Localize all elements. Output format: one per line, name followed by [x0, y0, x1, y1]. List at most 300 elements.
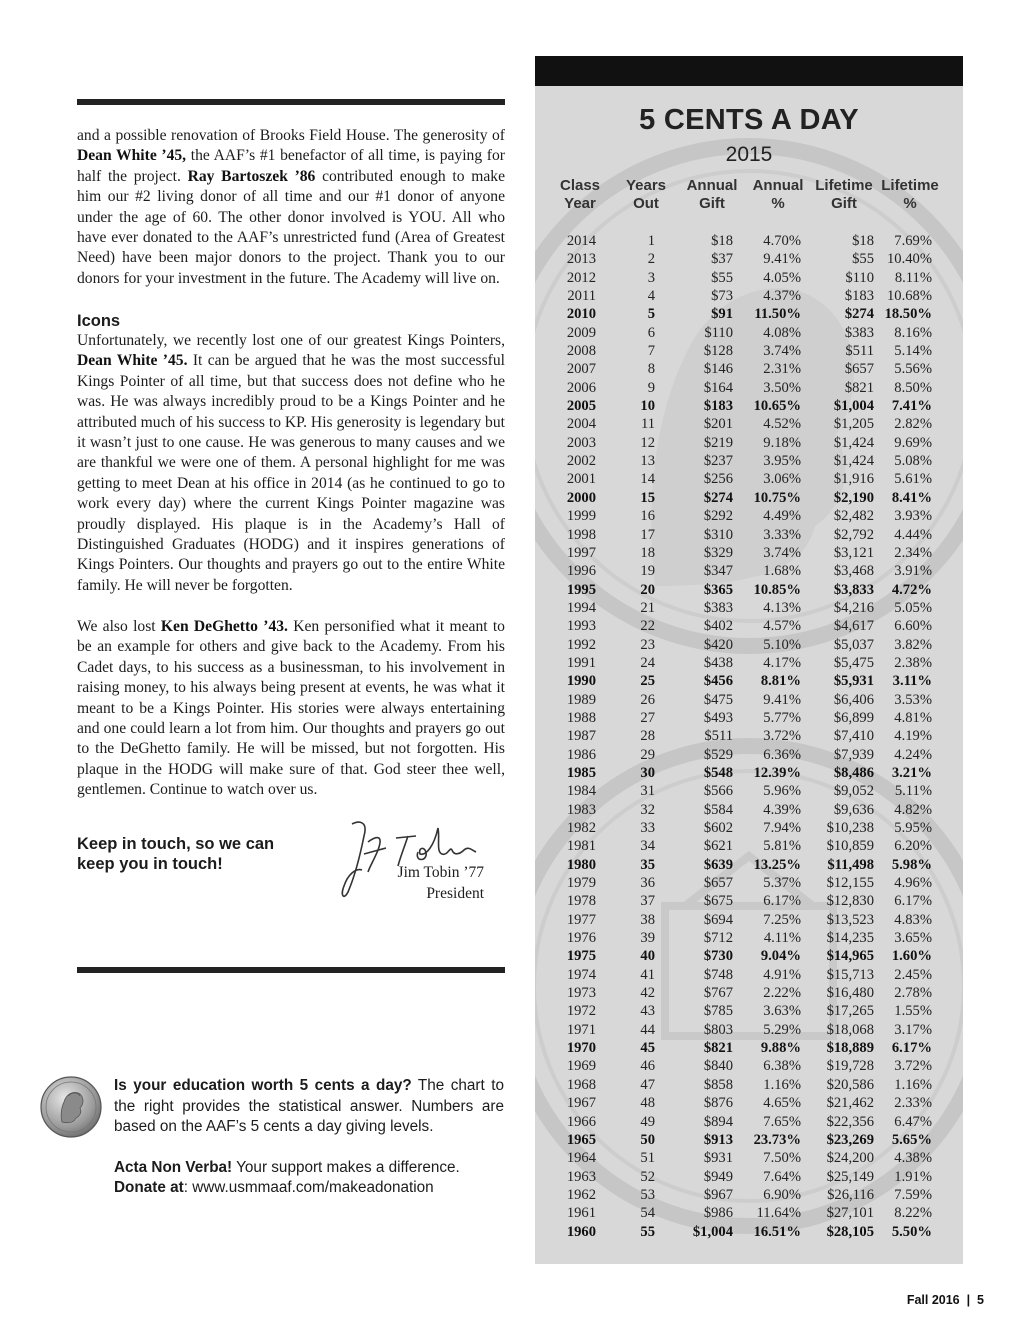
cell-lifetime-pct: 8.22%	[894, 1205, 932, 1222]
cell-annual-pct: 5.81%	[763, 838, 801, 855]
cell-lifetime-gift: $1,424	[833, 453, 874, 470]
cell-annual-gift: $566	[703, 783, 733, 800]
cell-class-year: 2009	[566, 324, 596, 341]
table-body	[535, 232, 963, 1241]
cell-years-out: 39	[640, 930, 655, 947]
table-row	[535, 892, 963, 910]
cell-lifetime-gift: $6,406	[833, 691, 874, 708]
cell-lifetime-pct: 4.44%	[894, 526, 932, 543]
cell-years-out: 38	[640, 911, 655, 928]
cell-lifetime-gift: $10,859	[826, 838, 874, 855]
cell-annual-pct: 9.88%	[760, 1040, 801, 1057]
cell-lifetime-pct: 6.20%	[894, 838, 932, 855]
cell-years-out: 13	[640, 453, 655, 470]
cell-annual-gift: $73	[711, 288, 733, 305]
cell-lifetime-gift: $2,792	[833, 526, 874, 543]
cell-years-out: 31	[640, 783, 655, 800]
cell-annual-pct: 16.51%	[753, 1223, 801, 1240]
ken-deghetto-paragraph: We also lost Ken DeGhetto ’43. Ken personified what it meant to be an example for others and give back to the Academy. From his Cadet days, to his success as a businessman, to his involvement in raising money, to his always being present at events, he was what it meant to be a Kings Pointer. His stories were always entertaining and one could learn a lot from him. Our thoughts and prayers go out to the DeGhetto family. He will be missed, but not forgotten. His plaque in the HODG will make sure of that. God steer thee well, gentlemen. Continue to watch over us.	[77, 618, 505, 799]
table-row	[535, 1094, 963, 1112]
cell-class-year: 2000	[566, 489, 596, 506]
cell-lifetime-gift: $110	[845, 269, 874, 286]
cell-years-out: 53	[640, 1186, 655, 1203]
cell-lifetime-pct: 1.91%	[894, 1168, 932, 1185]
panel-header-bar	[535, 56, 963, 86]
cell-lifetime-gift: $821	[844, 379, 874, 396]
cell-annual-pct: 13.25%	[753, 856, 801, 873]
cell-lifetime-gift: $657	[844, 361, 874, 378]
cell-class-year: 1972	[566, 1003, 596, 1020]
table-row	[535, 874, 963, 892]
cell-years-out: 21	[640, 599, 655, 616]
cell-annual-pct: 10.65%	[753, 398, 801, 415]
cell-lifetime-gift: $6,899	[833, 709, 874, 726]
cell-lifetime-gift: $15,713	[826, 966, 874, 983]
cell-years-out: 10	[640, 398, 655, 415]
cell-class-year: 1963	[566, 1168, 596, 1185]
cell-annual-gift: $201	[703, 416, 733, 433]
cell-class-year: 1987	[566, 728, 596, 745]
cell-years-out: 37	[640, 893, 655, 910]
cell-lifetime-pct: 18.50%	[884, 306, 932, 323]
cell-annual-gift: $602	[703, 820, 733, 836]
cell-lifetime-pct: 2.82%	[894, 416, 932, 433]
cell-class-year: 1997	[566, 544, 596, 561]
cell-lifetime-pct: 5.05%	[894, 599, 932, 616]
cell-lifetime-pct: 7.41%	[891, 398, 932, 415]
table-row	[535, 764, 963, 782]
cell-lifetime-gift: $383	[844, 324, 874, 341]
table-row	[535, 1039, 963, 1057]
cell-annual-pct: 9.41%	[763, 251, 801, 268]
cell-class-year: 1985	[566, 764, 596, 781]
cell-lifetime-pct: 4.72%	[891, 581, 932, 598]
table-row	[535, 746, 963, 764]
table-row	[535, 305, 963, 323]
cell-years-out: 54	[640, 1205, 655, 1222]
cell-annual-gift: $183	[703, 398, 733, 415]
cell-class-year: 1979	[566, 875, 596, 892]
cell-annual-gift: $840	[703, 1058, 733, 1075]
cell-annual-gift: $967	[703, 1186, 733, 1203]
header-lifetime-pct: Lifetime %	[881, 177, 939, 212]
cell-lifetime-pct: 2.33%	[894, 1095, 932, 1112]
intro-paragraph: and a possible renovation of Brooks Field House. The generosity of Dean White ’45, the AAF’s #1 benefactor of all time, is paying for half the project. Ray Bartoszek ’86 contributed enough to make him our #2 living donor of all time and our #1 donor of anyone under the age of 60. The other donor involved is YOU. All who have ever donated to the AAF’s unrestricted fund (Area of Greatest Need) have been major donors to the project. Thank you to our donors for your investment in the future. The Academy will live on.	[77, 127, 505, 287]
cell-annual-pct: 7.94%	[763, 820, 801, 836]
signature-block: Jim Tobin ’77 President	[397, 864, 484, 902]
table-row	[535, 379, 963, 397]
cell-lifetime-gift: $9,052	[833, 783, 874, 800]
cell-class-year: 1982	[566, 820, 596, 836]
education-note: Is your education worth 5 cents a day? The chart to the right provides the statistical answer. Numbers are based on the AAF’s 5 cents a day giving levels. Acta Non Verba! Your support makes a difference. Donate at: www.usmmaaf.com/makeadonation	[114, 1077, 504, 1196]
cell-annual-pct: 4.05%	[763, 269, 801, 286]
table-row	[535, 1168, 963, 1186]
cell-annual-gift: $694	[703, 911, 733, 928]
table-title: 5 CENTS A DAY	[639, 104, 859, 136]
cell-lifetime-gift: $14,235	[826, 930, 874, 947]
cell-annual-gift: $821	[703, 1040, 733, 1057]
table-row	[535, 672, 963, 690]
cell-years-out: 25	[640, 673, 655, 690]
table-row	[535, 581, 963, 599]
cell-class-year: 1962	[566, 1186, 596, 1203]
cell-years-out: 2	[647, 251, 655, 268]
cell-class-year: 2007	[566, 361, 596, 378]
cell-years-out: 1	[647, 233, 655, 249]
cell-class-year: 1968	[566, 1076, 596, 1093]
cell-lifetime-gift: $22,356	[826, 1113, 874, 1130]
table-row	[535, 489, 963, 507]
cell-lifetime-pct: 7.59%	[894, 1186, 932, 1203]
cell-class-year: 2012	[566, 269, 596, 286]
cell-years-out: 49	[640, 1113, 655, 1130]
cell-annual-pct: 5.37%	[763, 875, 801, 892]
cell-annual-gift: $164	[703, 379, 733, 396]
cell-lifetime-gift: $3,121	[833, 544, 874, 561]
cell-lifetime-gift: $7,410	[833, 728, 874, 745]
table-row	[535, 1057, 963, 1075]
table-row	[535, 1113, 963, 1131]
cell-years-out: 29	[640, 746, 655, 763]
cell-lifetime-pct: 8.11%	[894, 269, 932, 286]
table-row	[535, 526, 963, 544]
cell-annual-gift: $639	[703, 856, 733, 873]
cell-lifetime-pct: 3.21%	[891, 764, 932, 781]
cell-lifetime-gift: $274	[844, 306, 874, 323]
five-cents-table-panel	[535, 56, 963, 1264]
table-row	[535, 1204, 963, 1222]
cell-lifetime-pct: 7.69%	[894, 233, 932, 249]
cell-lifetime-pct: 6.60%	[894, 618, 932, 635]
table-row	[535, 507, 963, 525]
cell-years-out: 34	[640, 838, 655, 855]
cell-annual-pct: 9.41%	[763, 691, 801, 708]
cell-years-out: 11	[640, 416, 655, 433]
cell-lifetime-pct: 3.53%	[894, 691, 932, 708]
cell-years-out: 51	[640, 1150, 655, 1167]
cell-annual-pct: 6.38%	[763, 1058, 801, 1075]
cell-annual-pct: 5.77%	[763, 709, 801, 726]
cell-annual-gift: $748	[703, 966, 733, 983]
cell-lifetime-gift: $5,475	[833, 654, 874, 671]
cell-years-out: 8	[647, 361, 655, 378]
cell-years-out: 36	[640, 875, 655, 892]
table-row	[535, 342, 963, 360]
cell-class-year: 1969	[566, 1058, 596, 1075]
cell-annual-pct: 4.65%	[763, 1095, 801, 1112]
cell-lifetime-gift: $18,068	[826, 1021, 874, 1038]
cell-class-year: 2006	[566, 379, 596, 396]
top-rule	[77, 99, 505, 105]
cell-annual-gift: $493	[703, 709, 733, 726]
cell-lifetime-pct: 6.17%	[891, 1040, 932, 1057]
cell-years-out: 55	[640, 1223, 655, 1240]
cell-years-out: 18	[640, 544, 655, 561]
cell-annual-pct: 3.74%	[763, 544, 801, 561]
cell-annual-pct: 3.72%	[763, 728, 801, 745]
cell-class-year: 1978	[566, 893, 596, 910]
cell-annual-pct: 1.16%	[763, 1076, 801, 1093]
cell-annual-gift: $913	[703, 1131, 733, 1148]
cell-annual-gift: $986	[703, 1205, 733, 1222]
cell-annual-pct: 4.57%	[763, 618, 801, 635]
cell-years-out: 4	[647, 288, 655, 305]
cell-lifetime-pct: 1.55%	[894, 1003, 932, 1020]
cell-lifetime-gift: $19,728	[826, 1058, 874, 1075]
table-row	[535, 324, 963, 342]
cell-lifetime-pct: 4.82%	[894, 801, 932, 818]
cell-class-year: 1964	[566, 1150, 596, 1167]
cell-lifetime-pct: 5.08%	[894, 453, 932, 470]
header-years-out: Years Out	[625, 177, 667, 212]
cell-lifetime-pct: 4.81%	[894, 709, 932, 726]
cell-lifetime-gift: $4,216	[833, 599, 874, 616]
cell-annual-pct: 2.22%	[763, 985, 801, 1002]
cell-lifetime-pct: 2.34%	[894, 544, 932, 561]
cell-annual-pct: 4.91%	[763, 966, 801, 983]
cell-annual-pct: 4.39%	[763, 801, 801, 818]
cell-class-year: 1999	[566, 508, 596, 525]
cell-years-out: 20	[640, 581, 655, 598]
cell-class-year: 1986	[566, 746, 596, 763]
cell-annual-pct: 6.17%	[763, 893, 801, 910]
header-lifetime-gift: Lifetime Gift	[815, 177, 873, 212]
cell-annual-gift: $548	[703, 764, 733, 781]
cell-lifetime-pct: 10.68%	[887, 288, 932, 305]
cell-lifetime-gift: $2,190	[833, 489, 874, 506]
table-row	[535, 1076, 963, 1094]
cell-lifetime-gift: $18	[852, 233, 874, 249]
cell-lifetime-gift: $24,200	[826, 1150, 874, 1167]
cell-annual-gift: $18	[711, 233, 733, 249]
cell-annual-pct: 4.08%	[763, 324, 801, 341]
cell-years-out: 42	[640, 985, 655, 1002]
cell-lifetime-gift: $23,269	[826, 1131, 874, 1148]
nickel-coin-icon	[40, 1076, 102, 1138]
cell-annual-gift: $55	[711, 269, 733, 286]
cell-years-out: 48	[640, 1095, 655, 1112]
cell-class-year: 1998	[566, 526, 596, 543]
cell-annual-gift: $237	[703, 453, 733, 470]
cell-lifetime-gift: $27,101	[826, 1205, 874, 1222]
cell-lifetime-gift: $25,149	[826, 1168, 874, 1185]
cell-lifetime-gift: $3,468	[833, 563, 874, 580]
table-row	[535, 856, 963, 874]
cell-years-out: 22	[640, 618, 655, 635]
table-year: 2015	[725, 143, 773, 166]
cell-lifetime-pct: 4.38%	[894, 1150, 932, 1167]
cell-annual-pct: 8.81%	[760, 673, 801, 690]
cell-years-out: 3	[647, 269, 655, 286]
cell-annual-gift: $420	[703, 636, 733, 653]
cell-lifetime-pct: 8.41%	[891, 489, 932, 506]
cell-years-out: 26	[640, 691, 655, 708]
cell-annual-pct: 5.29%	[763, 1021, 801, 1038]
cell-lifetime-pct: 5.65%	[891, 1131, 932, 1148]
cell-annual-pct: 11.50%	[754, 306, 801, 323]
cell-lifetime-pct: 6.47%	[894, 1113, 932, 1130]
donate-url: : www.usmmaaf.com/makeadonation	[183, 1179, 434, 1196]
cell-annual-gift: $456	[703, 673, 733, 690]
cell-class-year: 1993	[566, 618, 596, 635]
cell-lifetime-pct: 3.65%	[894, 930, 932, 947]
table-row	[535, 654, 963, 672]
cell-class-year: 1992	[566, 636, 596, 653]
cell-years-out: 44	[640, 1021, 655, 1038]
cell-lifetime-gift: $3,833	[833, 581, 874, 598]
cell-annual-gift: $876	[703, 1095, 733, 1112]
cell-lifetime-gift: $5,931	[833, 673, 874, 690]
cell-years-out: 28	[640, 728, 655, 745]
table-header	[535, 177, 963, 217]
table-row	[535, 287, 963, 305]
cell-years-out: 40	[640, 948, 655, 965]
cell-annual-pct: 9.18%	[763, 434, 801, 451]
cell-class-year: 1981	[566, 838, 596, 855]
cell-years-out: 6	[647, 324, 655, 341]
cell-class-year: 2013	[566, 251, 596, 268]
cell-class-year: 2011	[567, 288, 596, 305]
cell-class-year: 2003	[566, 434, 596, 451]
cell-annual-pct: 4.11%	[763, 930, 801, 947]
cell-lifetime-pct: 3.72%	[894, 1058, 932, 1075]
table-row	[535, 782, 963, 800]
cell-lifetime-gift: $12,830	[826, 893, 874, 910]
table-row	[535, 544, 963, 562]
table-row	[535, 1021, 963, 1039]
cell-years-out: 30	[640, 764, 655, 781]
cell-annual-pct: 2.31%	[763, 361, 801, 378]
cell-lifetime-pct: 4.24%	[894, 746, 932, 763]
cell-annual-gift: $383	[703, 599, 733, 616]
cell-annual-pct: 3.63%	[763, 1003, 801, 1020]
cell-years-out: 41	[640, 966, 655, 983]
cell-annual-gift: $329	[703, 544, 733, 561]
cell-class-year: 1980	[566, 856, 596, 873]
cell-lifetime-gift: $16,480	[826, 985, 874, 1002]
cell-annual-gift: $438	[703, 654, 733, 671]
cell-class-year: 1990	[566, 673, 596, 690]
table-row	[535, 1186, 963, 1204]
cell-lifetime-pct: 2.38%	[894, 654, 932, 671]
cell-lifetime-gift: $28,105	[826, 1223, 874, 1240]
table-row	[535, 269, 963, 287]
cell-lifetime-pct: 3.91%	[894, 563, 932, 580]
cell-lifetime-gift: $17,265	[826, 1003, 874, 1020]
table-row	[535, 250, 963, 268]
cell-class-year: 1961	[566, 1205, 596, 1222]
cell-lifetime-pct: 3.11%	[892, 673, 932, 690]
cell-annual-gift: $256	[703, 471, 733, 488]
cell-annual-gift: $475	[703, 691, 733, 708]
cell-lifetime-pct: 4.96%	[894, 875, 932, 892]
cell-annual-gift: $365	[703, 581, 733, 598]
cell-lifetime-gift: $26,116	[827, 1186, 874, 1203]
cell-class-year: 1965	[566, 1131, 596, 1148]
cell-lifetime-pct: 5.98%	[891, 856, 932, 873]
cell-lifetime-gift: $10,238	[826, 820, 874, 836]
cell-annual-gift: $274	[703, 489, 733, 506]
cell-class-year: 1976	[566, 930, 596, 947]
cell-class-year: 2002	[566, 453, 596, 470]
cell-annual-gift: $931	[703, 1150, 733, 1167]
cell-lifetime-pct: 3.82%	[894, 636, 932, 653]
cell-annual-gift: $621	[703, 838, 733, 855]
cell-class-year: 2008	[566, 343, 596, 360]
table-row	[535, 1002, 963, 1020]
cell-lifetime-gift: $55	[852, 251, 874, 268]
bottom-rule	[77, 967, 505, 973]
cell-years-out: 19	[640, 563, 655, 580]
cell-years-out: 24	[640, 654, 655, 671]
cell-class-year: 1988	[566, 709, 596, 726]
keep-in-touch: Keep in touch, so we can keep you in touch!	[77, 835, 275, 873]
cell-lifetime-pct: 1.60%	[891, 948, 932, 965]
cell-annual-gift: $949	[703, 1168, 733, 1185]
cell-lifetime-pct: 3.17%	[894, 1021, 932, 1038]
cell-annual-gift: $1,004	[692, 1223, 733, 1240]
cell-class-year: 1966	[566, 1113, 596, 1130]
cell-class-year: 2004	[566, 416, 596, 433]
cell-years-out: 43	[640, 1003, 655, 1020]
cell-annual-gift: $584	[703, 801, 733, 818]
cell-annual-gift: $146	[703, 361, 733, 378]
table-row	[535, 1149, 963, 1167]
cell-years-out: 15	[640, 489, 655, 506]
cell-class-year: 1970	[566, 1040, 596, 1057]
table-row	[535, 415, 963, 433]
cell-annual-gift: $730	[703, 948, 733, 965]
cell-lifetime-gift: $1,205	[833, 416, 874, 433]
cell-lifetime-pct: 4.19%	[894, 728, 932, 745]
cell-lifetime-gift: $13,523	[826, 911, 874, 928]
cell-annual-gift: $785	[703, 1003, 733, 1020]
cell-annual-pct: 5.10%	[763, 636, 801, 653]
header-annual-pct: Annual %	[752, 177, 804, 212]
cell-years-out: 33	[640, 820, 655, 836]
cell-annual-pct: 4.37%	[763, 288, 801, 305]
cell-class-year: 1973	[566, 985, 596, 1002]
cell-years-out: 14	[640, 471, 655, 488]
cell-lifetime-gift: $4,617	[833, 618, 874, 635]
cell-annual-gift: $657	[703, 875, 733, 892]
cell-annual-pct: 1.68%	[763, 563, 801, 580]
cell-years-out: 47	[640, 1076, 655, 1093]
cell-years-out: 23	[640, 636, 655, 653]
cell-years-out: 17	[640, 526, 655, 543]
cell-lifetime-pct: 5.56%	[894, 361, 932, 378]
cell-lifetime-pct: 8.16%	[894, 324, 932, 341]
cell-years-out: 32	[640, 801, 655, 818]
cell-class-year: 2010	[566, 306, 596, 323]
table-row	[535, 434, 963, 452]
cell-annual-pct: 7.65%	[763, 1113, 801, 1130]
cell-lifetime-pct: 4.83%	[894, 911, 932, 928]
cell-annual-gift: $675	[703, 893, 733, 910]
cell-lifetime-gift: $1,916	[833, 471, 874, 488]
cell-annual-gift: $37	[711, 251, 733, 268]
cell-annual-pct: 7.64%	[763, 1168, 801, 1185]
cell-annual-gift: $767	[703, 985, 733, 1002]
cell-annual-pct: 5.96%	[763, 783, 801, 800]
header-class-year: Class Year	[559, 177, 601, 212]
cell-annual-pct: 3.50%	[763, 379, 801, 396]
cell-years-out: 45	[640, 1040, 655, 1057]
cell-lifetime-gift: $20,586	[826, 1076, 874, 1093]
cell-class-year: 1994	[566, 599, 596, 616]
header-annual-gift: Annual Gift	[686, 177, 738, 212]
cell-annual-pct: 23.73%	[753, 1131, 801, 1148]
